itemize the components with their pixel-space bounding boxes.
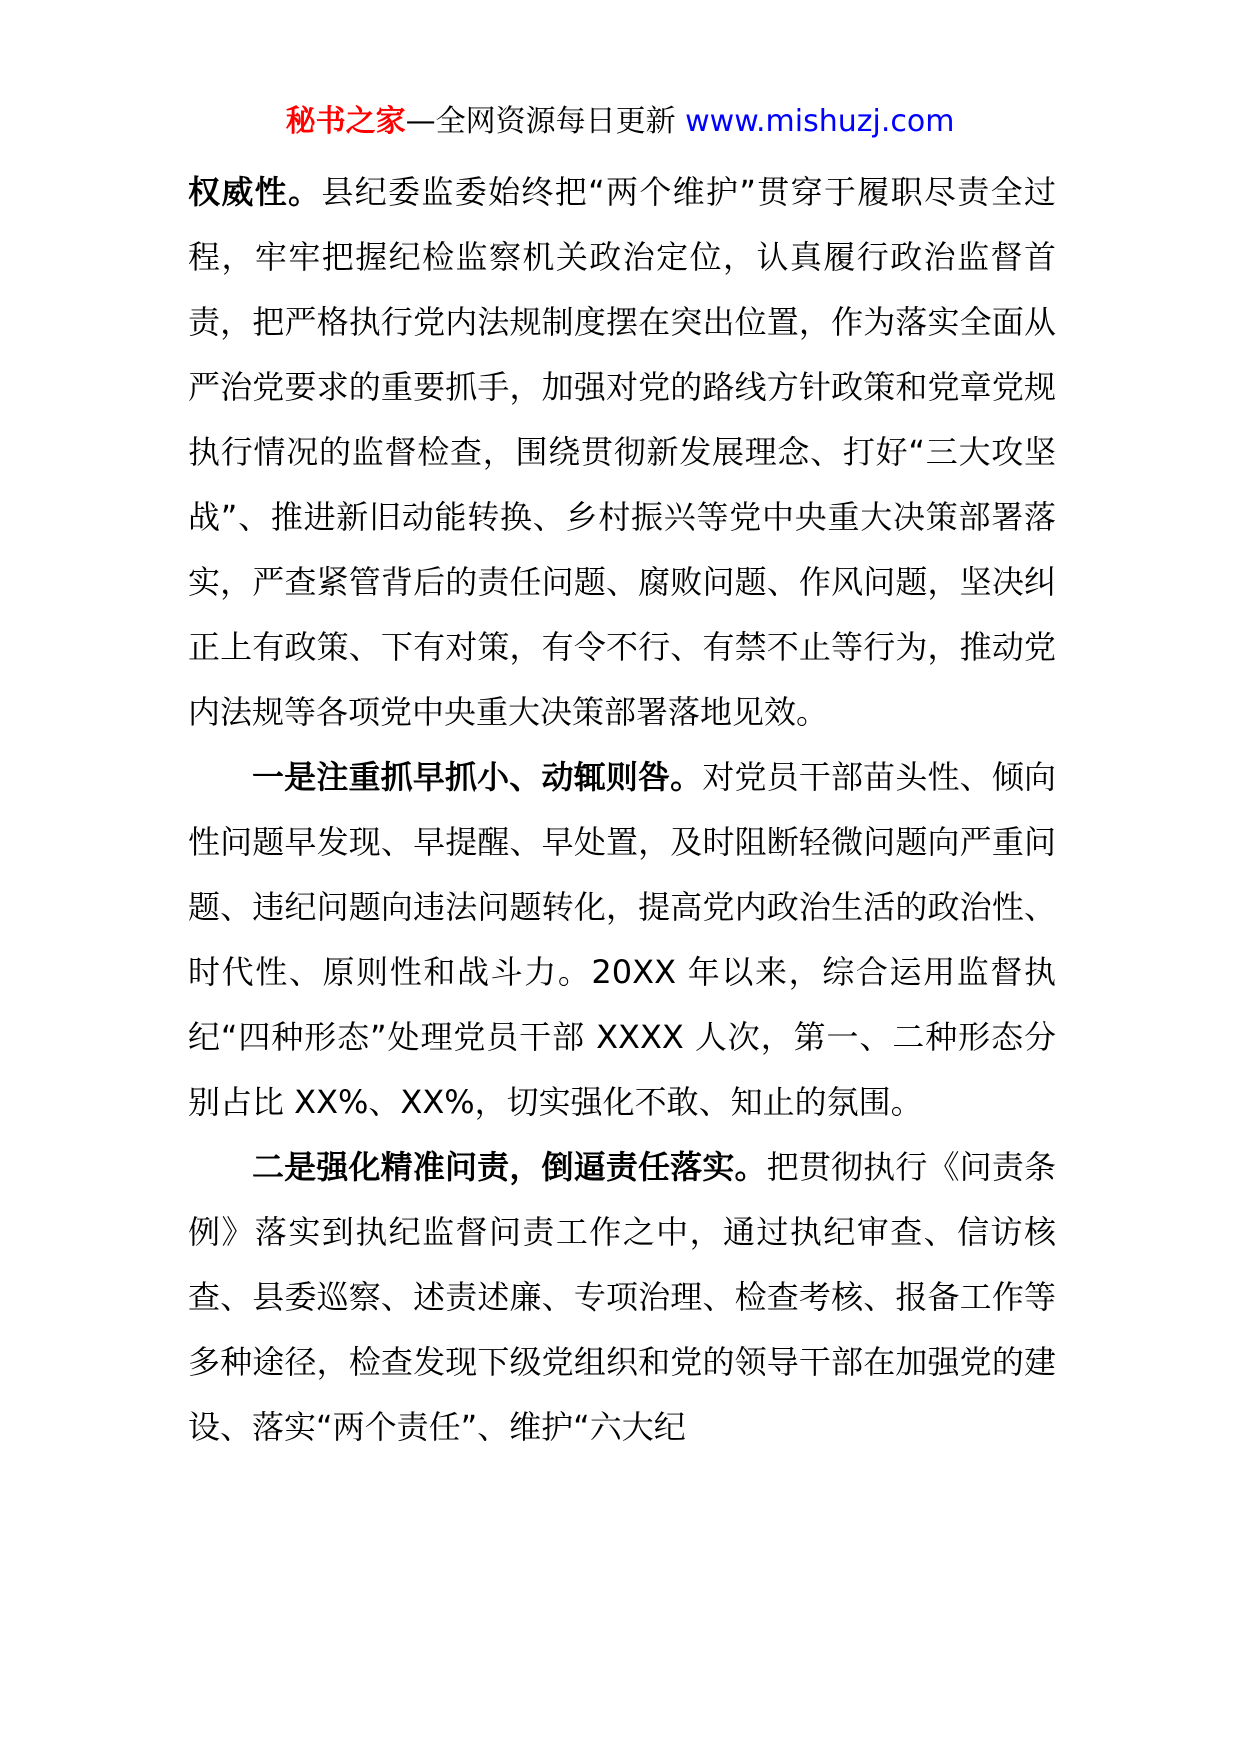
brand-tagline: —全网资源每日更新 <box>405 104 686 139</box>
brand-name: 秘书之家 <box>285 104 406 139</box>
site-url: www.mishuzj.com <box>685 104 955 139</box>
site-watermark-header <box>0 100 1240 144</box>
paragraph-point-two <box>188 1135 1056 1460</box>
paragraph-point-one <box>188 745 1056 1135</box>
document-body <box>188 160 1056 1460</box>
paragraph-lead: 权威性。 <box>188 173 322 211</box>
paragraph-text: 对党员干部苗头性、倾向性问题早发现、早提醒、早处置，及时阻断轻微问题向严重问题、违纪问题向违法问题转化，提高党内政治生活的政治性、时代性、原则性和战斗力。20XX 年以来，综合运用监督执纪“四种形态”处理党员干部 XXXX 人次，第一、二种形态分别占比 XX%、XX%，切实强化不敢、知止的氛围。 <box>188 758 1056 1121</box>
paragraph-text: 县纪委监委始终把“两个维护”贯穿于履职尽责全过程，牢牢把握纪检监察机关政治定位，认真履行政治监督首责，把严格执行党内法规制度摆在突出位置，作为落实全面从严治党要求的重要抓手，加强对党的路线方针政策和党章党规执行情况的监督检查，围绕贯彻新发展理念、打好“三大攻坚战”、推进新旧动能转换、乡村振兴等党中央重大决策部署落实，严查紧管背后的责任问题、腐败问题、作风问题，坚决纠正上有政策、下有对策，有令不行、有禁不止等行为，推动党内法规等各项党中央重大决策部署落地见效。 <box>188 173 1056 731</box>
paragraph-lead: 一是注重抓早抓小、动辄则咎。 <box>252 758 703 796</box>
paragraph-lead: 二是强化精准问责，倒逼责任落实。 <box>252 1148 767 1186</box>
paragraph-authority <box>188 160 1056 745</box>
paragraph-text: 把贯彻执行《问责条例》落实到执纪监督问责工作之中，通过执纪审查、信访核查、县委巡察、述责述廉、专项治理、检查考核、报备工作等多种途径，检查发现下级党组织和党的领导干部在加强党的建设、落实“两个责任”、维护“六大纪 <box>188 1148 1056 1446</box>
